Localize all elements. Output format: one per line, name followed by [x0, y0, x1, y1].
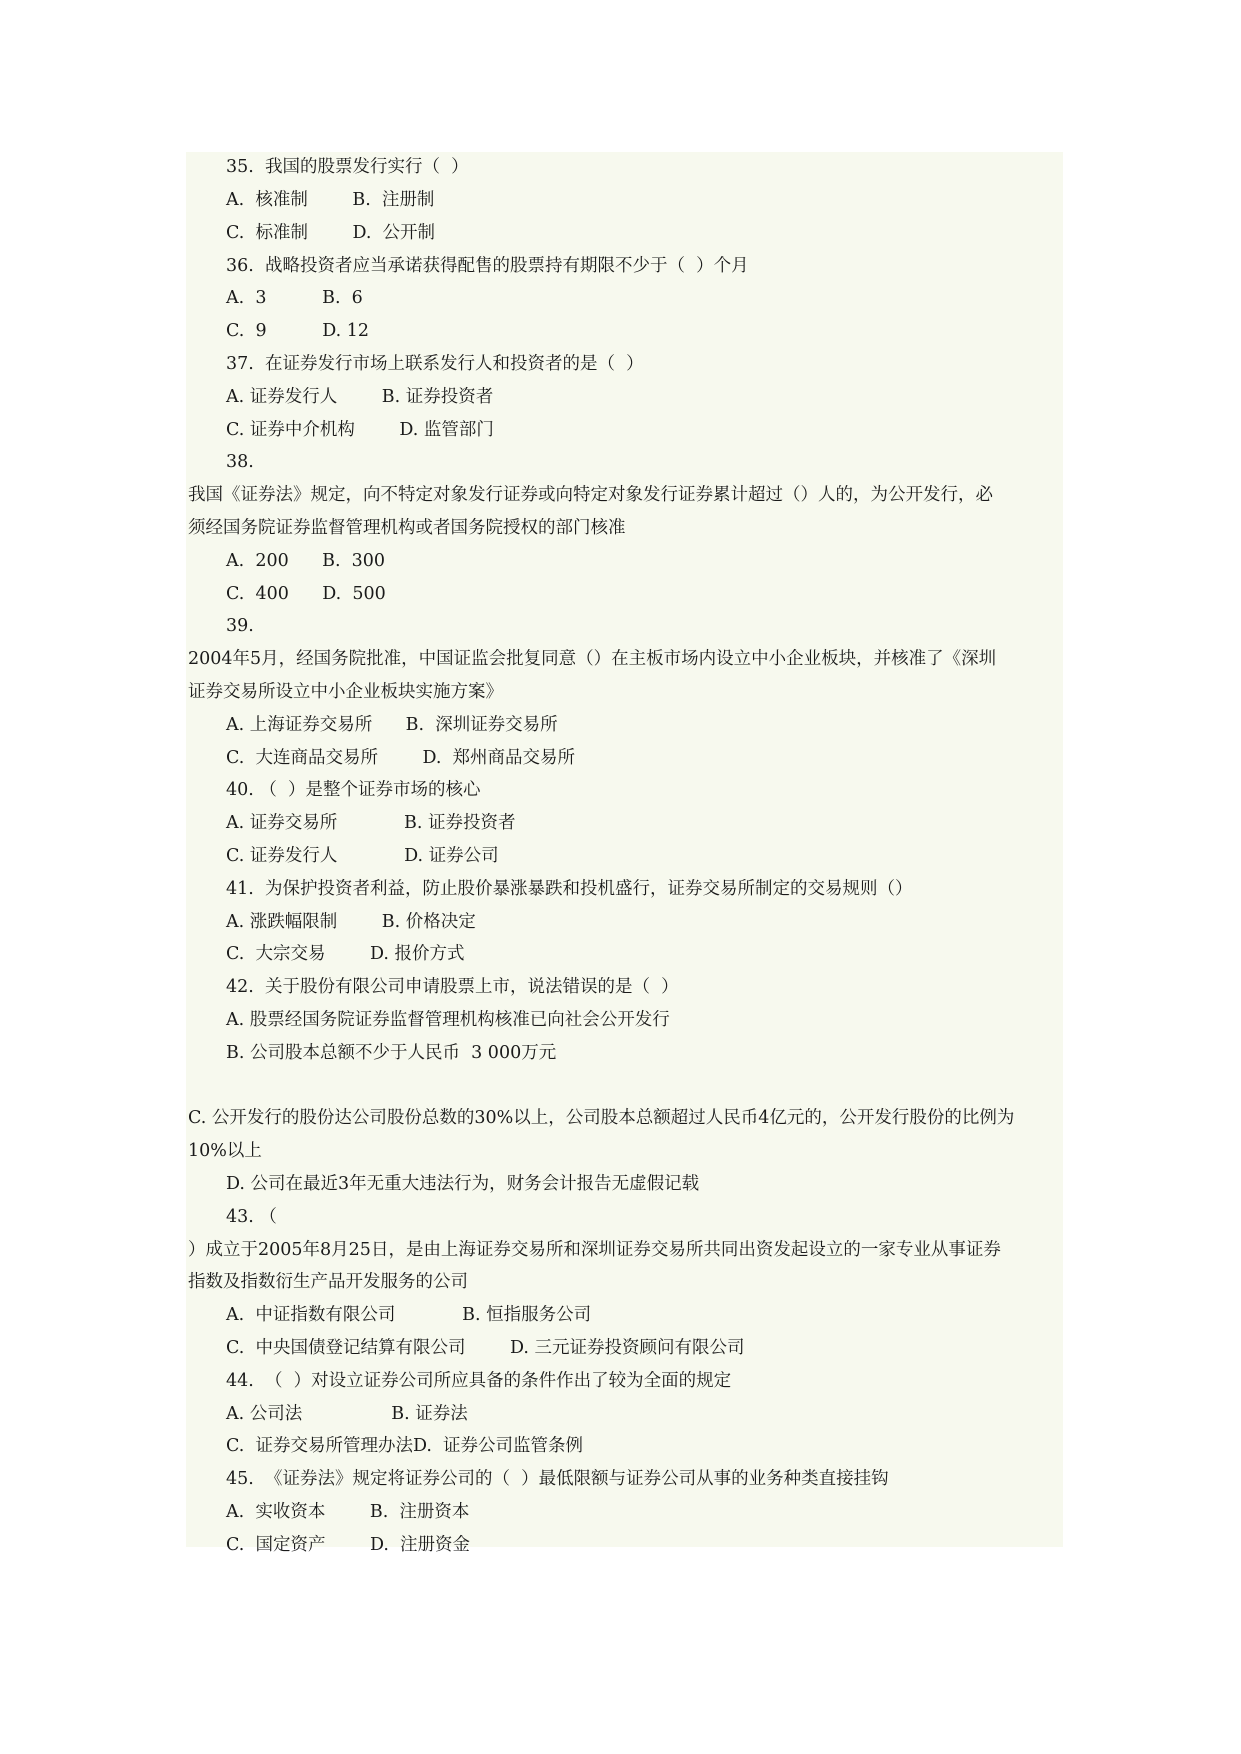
options-40-cd: C. 证券发行人 D. 证券公司: [226, 846, 499, 866]
options-37-cd: C. 证券中介机构 D. 监管部门: [226, 420, 494, 440]
options-43-ab: A. 中证指数有限公司 B. 恒指服务公司: [226, 1305, 592, 1325]
question-43-text-1: ）成立于2005年8月25日，是由上海证券交易所和深圳证券交易所共同出资发起设立的一家专业从事证券: [188, 1240, 1001, 1260]
question-38-text-1: 我国《证券法》规定，向不特定对象发行证券或向特定对象发行证券累计超过（）人的，为公开发行，必: [188, 485, 993, 505]
question-41: 41. 为保护投资者利益，防止股价暴涨暴跌和投机盛行，证券交易所制定的交易规则（）: [226, 879, 913, 899]
options-41-cd: C. 大宗交易 D. 报价方式: [226, 944, 465, 964]
option-42-b: B. 公司股本总额不少于人民币 3 000万元: [226, 1043, 557, 1063]
question-43-text-2: 指数及指数衍生产品开发服务的公司: [188, 1272, 468, 1292]
options-38-cd: C. 400 D. 500: [226, 584, 386, 604]
options-36-cd: C. 9 D. 12: [226, 321, 370, 341]
question-37: 37. 在证券发行市场上联系发行人和投资者的是（ ）: [226, 354, 644, 374]
option-42-c-1: C. 公开发行的股份达公司股份总数的30%以上，公司股本总额超过人民币4亿元的，公开发行股份的比例为: [188, 1108, 1015, 1128]
options-44-cd: C. 证券交易所管理办法D. 证券公司监管条例: [226, 1436, 584, 1456]
option-42-c-2: 10%以上: [188, 1141, 262, 1161]
question-38-text-2: 须经国务院证券监督管理机构或者国务院授权的部门核准: [188, 518, 626, 538]
options-38-ab: A. 200 B. 300: [226, 551, 386, 571]
options-37-ab: A. 证券发行人 B. 证券投资者: [226, 387, 494, 407]
options-39-ab: A. 上海证券交易所 B. 深圳证券交易所: [226, 715, 558, 735]
question-43-number: 43. （: [226, 1207, 277, 1227]
question-40: 40. （ ）是整个证券市场的核心: [226, 780, 481, 800]
question-39-text-1: 2004年5月，经国务院批准，中国证监会批复同意（）在主板市场内设立中小企业板块，并核准了《深圳: [188, 649, 997, 669]
document-page: [186, 152, 1063, 1555]
option-42-d: D. 公司在最近3年无重大违法行为，财务会计报告无虚假记载: [226, 1174, 700, 1194]
option-42-a: A. 股票经国务院证券监督管理机构核准已向社会公开发行: [226, 1010, 670, 1030]
options-43-cd: C. 中央国债登记结算有限公司 D. 三元证券投资顾问有限公司: [226, 1338, 745, 1358]
question-42: 42. 关于股份有限公司申请股票上市，说法错误的是（ ）: [226, 977, 679, 997]
question-39-text-2: 证券交易所设立中小企业板块实施方案》: [188, 682, 503, 702]
options-35-ab: A. 核准制 B. 注册制: [226, 190, 435, 210]
options-45-ab: A. 实收资本 B. 注册资本: [226, 1502, 470, 1522]
options-44-ab: A. 公司法 B. 证券法: [226, 1404, 468, 1424]
question-39-number: 39.: [226, 616, 254, 636]
options-41-ab: A. 涨跌幅限制 B. 价格决定: [226, 912, 476, 932]
question-45: 45. 《证券法》规定将证券公司的（ ）最低限额与证券公司从事的业务种类直接挂钩: [226, 1469, 889, 1489]
options-40-ab: A. 证券交易所 B. 证券投资者: [226, 813, 516, 833]
options-35-cd: C. 标准制 D. 公开制: [226, 223, 436, 243]
question-35: 35. 我国的股票发行实行（ ）: [226, 157, 469, 177]
question-44: 44. （ ）对设立证券公司所应具备的条件作出了较为全面的规定: [226, 1371, 732, 1391]
question-38-number: 38.: [226, 452, 254, 472]
options-36-ab: A. 3 B. 6: [226, 288, 363, 308]
options-39-cd: C. 大连商品交易所 D. 郑州商品交易所: [226, 748, 576, 768]
options-45-cd: C. 国定资产 D. 注册资金: [226, 1535, 471, 1555]
question-36: 36. 战略投资者应当承诺获得配售的股票持有期限不少于（ ）个月: [226, 256, 749, 276]
